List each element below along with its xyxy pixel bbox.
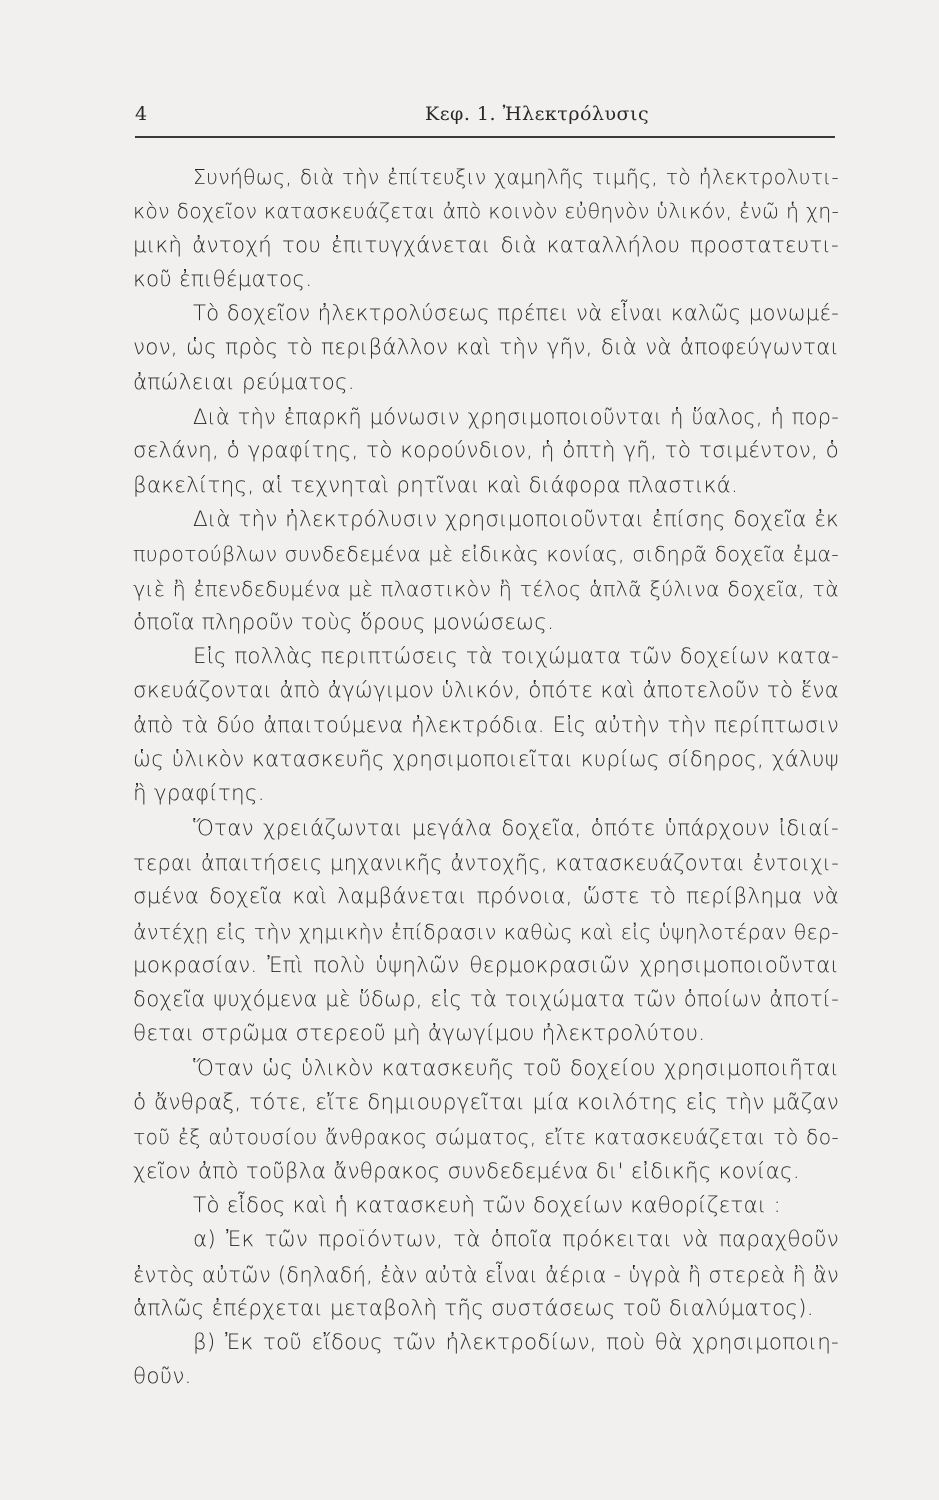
page-header — [135, 103, 835, 133]
text-line: κοῦ ἐπιθέματος. — [133, 266, 313, 292]
running-title: Κεφ. 1. Ἠλεκτρόλυσις — [425, 103, 650, 125]
text-line: Τὸ δοχεῖον ἠλεκτρολύσεως πρέπει νὰ εἶναι καλῶς μονωμέ- — [193, 301, 839, 327]
text-line: ἢ γραφίτης. — [133, 781, 265, 807]
text-line: ὁποῖα πληροῦν τοὺς ὅρους μονώσεως. — [133, 609, 555, 635]
text-line: Εἰς πολλὰς περιπτώσεις τὰ τοιχώματα τῶν δοχείων κατα- — [193, 644, 839, 670]
text-line: τεραι ἀπαιτήσεις μηχανικῆς ἀντοχῆς, κατασκευάζονται ἐντοιχι- — [133, 850, 839, 875]
text-line: γιὲ ἢ ἐπενδεδυμένα μὲ πλαστικὸν ἢ τέλος ἁπλᾶ ξύλινα δοχεῖα, τὰ — [133, 576, 839, 601]
text-line: θοῦν. — [133, 1364, 192, 1390]
text-line: ἁπλῶς ἐπέρχεται μεταβολὴ τῆς συστάσεως τοῦ διαλύματος). — [133, 1295, 814, 1321]
text-line: μοκρασίαν. Ἐπὶ πολὺ ὑψηλῶν θερμοκρασιῶν χρησιμοποιοῦνται — [133, 952, 839, 978]
text-line: πυροτούβλων συνδεδεμένα μὲ εἰδικὰς κονίας, σιδηρᾶ δοχεῖα ἐμα- — [133, 542, 839, 567]
text-line: α) Ἐκ τῶν προϊόντων, τὰ ὁποῖα πρόκειται νὰ παραχθοῦν — [193, 1227, 839, 1253]
text-line: Διὰ τὴν ἠλεκτρόλυσιν χρησιμοποιοῦνται ἐπίσης δοχεῖα ἐκ — [193, 506, 839, 532]
text-line: β) Ἐκ τοῦ εἴδους τῶν ἠλεκτροδίων, ποὺ θὰ χρησιμοποιη- — [193, 1330, 839, 1356]
text-line: σμένα δοχεῖα καὶ λαμβάνεται πρόνοια, ὥστε τὸ περίβλημα νὰ — [133, 884, 839, 910]
text-line: σελάνη, ὁ γραφίτης, τὸ κορούνδιον, ἡ ὀπτὴ γῆ, τὸ τσιμέντον, ὁ — [133, 438, 839, 464]
text-line: κὸν δοχεῖον κατασκευάζεται ἀπὸ κοινὸν εὐθηνὸν ὑλικόν, ἐνῶ ἡ χη- — [133, 199, 840, 224]
text-line: χεῖον ἀπὸ τοῦβλα ἄνθρακος συνδεδεμένα δι' εἰδικῆς κονίας. — [133, 1158, 800, 1184]
text-line: ἐντὸς αὐτῶν (δηλαδή, ἐὰν αὐτὰ εἶναι ἀέρια - ὑγρὰ ἢ στερεὰ ἢ ἂν — [133, 1262, 839, 1287]
text-line: βακελίτης, αἱ τεχνηταὶ ρητῖναι καὶ διάφορα πλαστικά. — [133, 472, 739, 498]
text-line: ὁ ἄνθραξ, τότε, εἴτε δημιουργεῖται μία κοιλότης εἰς τὴν μᾶζαν — [133, 1090, 839, 1116]
page-number: 4 — [135, 103, 148, 125]
text-line: Διὰ τὴν ἐπαρκῆ μόνωσιν χρησιμοποιοῦνται ἡ ὕαλος, ἡ πορ- — [193, 405, 839, 430]
text-line: τοῦ ἐξ αὐτουσίου ἄνθρακος σώματος, εἴτε κατασκευάζεται τὸ δο- — [133, 1125, 839, 1150]
text-line: Τὸ εἶδος καὶ ἡ κατασκευὴ τῶν δοχείων καθορίζεται : — [193, 1192, 781, 1218]
text-line: θεται στρῶμα στερεοῦ μὴ ἀγωγίμου ἠλεκτρολύτου. — [133, 1021, 706, 1047]
text-line: ἀπὸ τὰ δύο ἀπαιτούμενα ἠλεκτρόδια. Εἰς αὐτὴν τὴν περίπτωσιν — [133, 712, 839, 738]
text-line: ἀπώλειαι ρεύματος. — [133, 369, 355, 395]
text-line: μικὴ ἀντοχή του ἐπιτυγχάνεται διὰ καταλλήλου προστατευτι- — [133, 232, 839, 258]
text-line: ἀντέχῃ εἰς τὴν χημικὴν ἐπίδρασιν καθὼς καὶ εἰς ὑψηλοτέραν θερ- — [133, 919, 839, 944]
text-line: Συνήθως, διὰ τὴν ἐπίτευξιν χαμηλῆς τιμῆς, τὸ ἠλεκτρολυτι- — [193, 165, 839, 189]
body-text — [133, 160, 839, 1395]
text-line: σκευάζονται ἀπὸ ἀγώγιμον ὑλικόν, ὁπότε καὶ ἀποτελοῦν τὸ ἕνα — [133, 678, 839, 704]
text-line: ὡς ὑλικὸν κατασκευῆς χρησιμοποιεῖται κυρίως σίδηρος, χάλυψ — [133, 747, 839, 773]
text-line: νον, ὡς πρὸς τὸ περιβάλλον καὶ τὴν γῆν, διὰ νὰ ἀποφεύγωνται — [133, 335, 839, 361]
header-rule — [135, 136, 835, 138]
text-line: Ὅταν χρειάζωνται μεγάλα δοχεῖα, ὁπότε ὑπάρχουν ἰδιαί- — [193, 815, 839, 841]
text-line: Ὅταν ὡς ὑλικὸν κατασκευῆς τοῦ δοχείου χρησιμοποιῆται — [193, 1055, 839, 1081]
text-line: δοχεῖα ψυχόμενα μὲ ὕδωρ, εἰς τὰ τοιχώματα τῶν ὁποίων ἀποτί- — [133, 987, 839, 1013]
